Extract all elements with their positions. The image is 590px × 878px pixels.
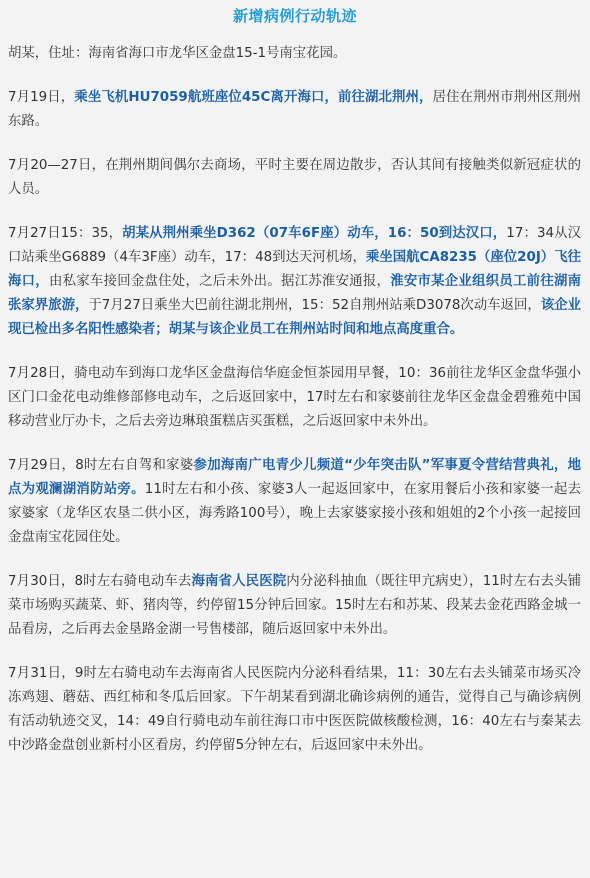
- highlighted-text: 乘坐国航CA8235（座位20J）飞往海口，: [8, 250, 582, 289]
- paragraph-text: 于7月27日乘坐大巴前往湖北荆州，15：52自荆州站乘D3078次动车返回，: [88, 298, 541, 313]
- paragraph-text: 内分泌科抽血（既往甲亢病史），11时左右去头铺菜市场购买蔬菜、虾、猪肉等，约停留15分钟后回家。15时左右和苏某、段某去金花西路金城一品看房，之后再去金垦路金湖一号售楼部，随后返回家中未外出。: [8, 574, 582, 637]
- itinerary-paragraph: [8, 154, 581, 202]
- itinerary-paragraph: [8, 570, 581, 642]
- paragraph-text: 11时左右和小孩、家婆3人一起返回家中，在家用餐后小孩和家婆一起去家婆家（龙华区农垦二供小区，海秀路100号），晚上去家婆家接小孩和姐姐的2个小孩一起接回金盘南宝花园住处。: [8, 482, 582, 545]
- patient-address-paragraph: [8, 42, 581, 66]
- paragraph-text: 7月30日，8时左右骑电动车去: [8, 574, 192, 589]
- paragraph-text: 由私家车接回金盘住处，之后未外出。据江苏淮安通报，: [48, 274, 391, 289]
- itinerary-paragraph: [8, 454, 581, 550]
- highlighted-text: 淮安市某企业组织员工前往湖南张家界旅游，: [8, 274, 582, 313]
- itinerary-paragraph: [8, 362, 581, 434]
- page-title: 新增病例行动轨迹: [232, 7, 357, 25]
- highlighted-text: 胡某从荆州乘坐D362（07车6F座）动车，16：50到达汉口，: [122, 226, 507, 241]
- paragraph-text: 7月28日，骑电动车到海口龙华区金盘海信华庭金恒茶园用早餐，10：36前往龙华区金盘华强小区门口金花电动维修部修电动车，之后返回家中，17时左右和家婆前往龙华区金盘金碧雅苑中国移动营业厅办卡，之后去旁边琳琅蛋糕店买蛋糕，之后返回家中未外出。: [8, 366, 581, 429]
- paragraph-text: 居住在荆州市荆州区荆州东路。: [8, 90, 582, 129]
- paragraph-text: 17：34从汉口站乘坐G6889（4车3F座）动车，17：48到达天河机场，: [8, 226, 582, 265]
- paragraph-text: 胡某，住址：海南省海口市龙华区金盘15-1号南宝花园。: [8, 46, 347, 61]
- itinerary-paragraph: [8, 662, 581, 758]
- itinerary-paragraph: [8, 86, 581, 134]
- paragraph-text: 7月29日，8时左右自驾和家婆: [8, 458, 194, 473]
- paragraph-text: 7月27日15：35，: [8, 226, 123, 241]
- paragraph-text: 7月31日，9时左右骑电动车去海南省人民医院内分泌科看结果，11：30左右去头铺菜市场买冷冻鸡翅、蘑菇、西红柿和冬瓜后回家。下午胡某看到湖北确诊病例的通告，觉得自己与确诊病例有活动轨迹交叉，14：49自行骑电动车前往海口市中医医院做核酸检测，16：40左右与秦某去中沙路金盘创业新村小区看房，约停留5分钟左右，后返回家中未外出。: [8, 666, 581, 753]
- highlighted-text: 海南省人民医院: [191, 574, 287, 589]
- itinerary-paragraph: [8, 222, 581, 342]
- highlighted-text: 该企业现已检出多名阳性感染者；胡某与该企业员工在荆州站时间和地点高度重合。: [8, 298, 581, 337]
- article-body: [0, 42, 590, 758]
- paragraph-text: 7月20—27日，在荆州期间偶尔去商场，平时主要在周边散步，否认其间有接触类似新冠症状的人员。: [8, 158, 581, 197]
- paragraph-text: 7月19日，: [8, 90, 75, 105]
- highlighted-text: 参加海南广电青少儿频道“少年突击队”军事夏令营结营典礼，地点为观澜湖消防站旁。: [8, 458, 581, 497]
- highlighted-text: 乘坐飞机HU7059航班座位45C离开海口，前往湖北荆州，: [74, 90, 433, 105]
